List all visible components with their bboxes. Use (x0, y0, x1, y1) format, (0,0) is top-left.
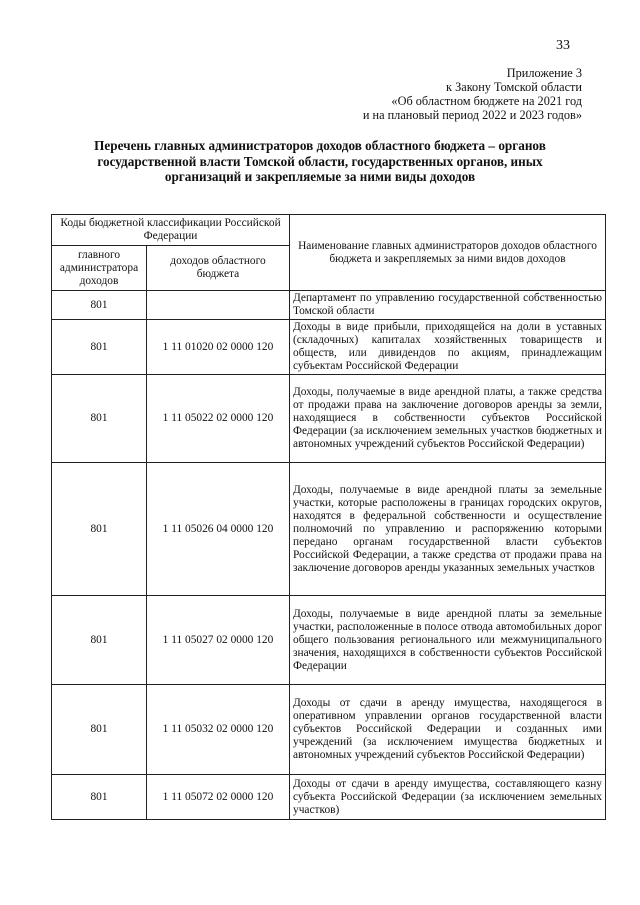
table-row (52, 775, 606, 820)
page-number: 33 (556, 38, 570, 53)
income-code: 1 11 01020 02 0000 120 (147, 320, 290, 375)
appendix-line-4: и на плановый период 2022 и 2023 годов» (362, 108, 582, 122)
appendix-line-2: к Закону Томской области (446, 80, 582, 94)
table-row (52, 596, 606, 685)
table-row (52, 320, 606, 375)
admin-code: 801 (52, 375, 147, 463)
table-row (52, 685, 606, 775)
admin-code: 801 (52, 320, 147, 375)
income-description: Доходы от сдачи в аренду имущества, составляющего казну субъекта Российской Федерации (за исключением земельных участков) (290, 775, 606, 820)
title-line-2: государственной власти Томской области, государственных органов, иных (97, 153, 543, 169)
department-row (52, 291, 606, 320)
income-description: Доходы, получаемые в виде арендной платы, а также средства от продажи права на заключение договоров аренды за земли, находящиеся в собственности субъектов Российской Федерации (за исключением земельных участков бюджетных и автономных учреждений субъектов Российской Федерации) (290, 375, 606, 463)
header-budget-income: доходов областного бюджета (147, 246, 290, 291)
table-row (52, 375, 606, 463)
revenue-codes-table (51, 214, 606, 820)
header-classification-codes: Коды бюджетной классификации Российской Федерации (52, 215, 290, 246)
table-row (52, 463, 606, 596)
document-title (60, 138, 580, 185)
income-code: 1 11 05022 02 0000 120 (147, 375, 290, 463)
title-line-3: организаций и закрепляемые за ними виды доходов (164, 169, 476, 184)
admin-code: 801 (52, 463, 147, 596)
income-code: 1 11 05072 02 0000 120 (147, 775, 290, 820)
department-income-code (147, 291, 290, 320)
income-description: Доходы в виде прибыли, приходящейся на доли в уставных (складочных) капиталах хозяйственных товариществ и обществ, или дивидендов по акциям, принадлежащим субъектам Российской Федерации (290, 320, 606, 375)
appendix-line-3: «Об областном бюджете на 2021 год (391, 94, 582, 108)
appendix-line-1: Приложение 3 (506, 66, 582, 80)
header-administrator-name: Наименование главных администраторов доходов областного бюджета и закрепляемых за ними видов доходов (290, 215, 606, 291)
income-code: 1 11 05026 04 0000 120 (147, 463, 290, 596)
income-code: 1 11 05027 02 0000 120 (147, 596, 290, 685)
income-description: Доходы, получаемые в виде арендной платы за земельные участки, расположенные в полосе отвода автомобильных дорог общего пользования регионального или межмуниципального значения, находящихся в собственности субъектов Российской Федерации (290, 596, 606, 685)
income-description: Доходы, получаемые в виде арендной платы за земельные участки, которые расположены в границах городских округов, находятся в федеральной собственности и осуществление полномочий по управлению и распоряжению которыми передано органам государственной власти субъектов Российской Федерации, а также средства от продажи права на заключение договоров аренды указанных земельных участков (290, 463, 606, 596)
admin-code: 801 (52, 685, 147, 775)
department-name: Департамент по управлению государственной собственностью Томской области (290, 291, 606, 320)
appendix-reference (363, 66, 582, 122)
title-line-1: Перечень главных администраторов доходов областного бюджета – органов (94, 138, 546, 153)
header-chief-administrator: главного администратора доходов (52, 246, 147, 291)
header-row-1 (52, 215, 606, 246)
department-admin-code: 801 (52, 291, 147, 320)
income-description: Доходы от сдачи в аренду имущества, находящегося в оперативном управлении органов государственной власти субъектов Российской Федерации и созданных ими учреждений (за исключением имущества бюджетных и автономных учреждений субъектов Российской Федерации) (290, 685, 606, 775)
admin-code: 801 (52, 596, 147, 685)
income-code: 1 11 05032 02 0000 120 (147, 685, 290, 775)
admin-code: 801 (52, 775, 147, 820)
